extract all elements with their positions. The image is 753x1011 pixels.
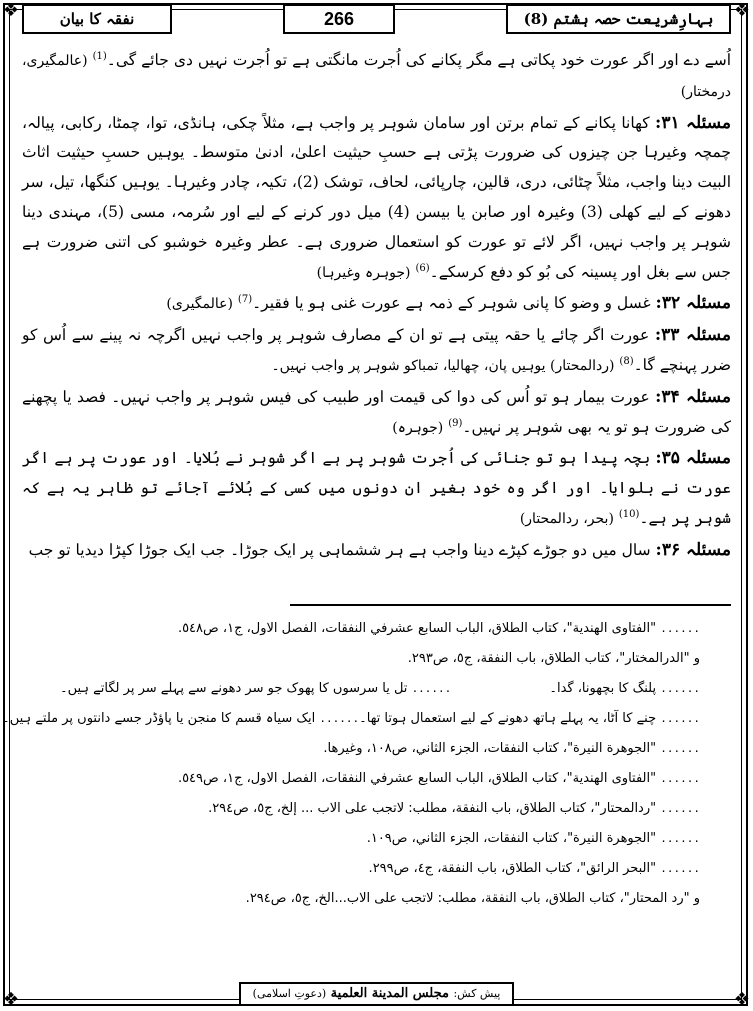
corner-ornament-icon: ❖: [2, 0, 20, 21]
footnote-marker: (6): [415, 262, 430, 274]
footnote: [359, 704, 700, 734]
footnote: [60, 794, 700, 824]
source-reference: (جوہرہ وغیرہا): [316, 264, 411, 281]
paragraph-text: بچہ پیدا ہو تو جنائی کی اُجرت شوہر پر ہے اگر شوہر نے بُلایا۔ اور عورت پر ہے اگر عورت نے بلوایا۔ اور اگر وہ خود بغیر ان دونوں میں کسی کے بُلائے آجائے تو ظاہر یہ ہے کہ شوہر پر ہے۔: [22, 449, 731, 527]
footnote-text: ایک سیاہ قسم کا منجن یا پاؤڈر جسے دانتوں پر ملتے ہیں۔: [2, 711, 316, 726]
masala-label: مسئلہ ۳۴:: [655, 386, 731, 407]
paragraph-text: اُسے دے اور اگر عورت خود پکاتی ہے مگر پکانے کی اُجرت مانگتی ہے تو اُجرت نہیں دی جائے گی۔: [106, 51, 731, 69]
footnote-pair: [2, 704, 700, 734]
footnote-dots: ......: [411, 682, 452, 695]
corner-ornament-icon: ❖: [733, 0, 751, 21]
footnote-text: "الجوهرة النيرة"، كتاب النفقات، الجزء الثاني، ص١٠٩.: [366, 831, 657, 846]
paragraph: [22, 46, 731, 108]
paragraph-text: سال میں دو جوڑے کپڑے دینا واجب ہے ہر ششماہی پر ایک جوڑا۔ جب ایک جوڑا کپڑا دیدیا تو جب: [28, 540, 651, 559]
source-reference: (ردالمحتار) یوہیں پان، چھالیا، تمباکو شوہر پر واجب نہیں۔: [271, 357, 615, 374]
masala-label: مسئلہ ۳۲:: [655, 293, 731, 314]
footnote-text: "الفتاوى الهندية"، كتاب الطلاق، الباب السابع عشرفي النفقات، الفصل الاول، ج١، ص٥٤٩.: [177, 771, 657, 786]
footnote-marker: (9): [448, 417, 463, 429]
masala-label: مسئلہ ۳۵:: [655, 448, 731, 469]
footnote: [60, 734, 700, 764]
paragraph: [22, 109, 731, 289]
footnote: [549, 674, 700, 704]
footnote-dots: ......: [660, 682, 700, 695]
footnote-text: چنے کا آٹا، یہ پہلے ہاتھ دھونے کے لیے استعمال ہوتا تھا۔: [359, 711, 657, 726]
footnote-dots: ......: [660, 832, 700, 845]
footnote-text: و "الدرالمختار"، كتاب الطلاق، باب النفقة، ج٥، ص٢٩٣.: [407, 651, 700, 666]
paragraph-text: عورت اگر چائے یا حقہ پیتی ہے تو ان کے مصارف شوہر پر واجب نہیں اگرچہ نہ پینے سے اُس کو ضرر پہنچے گا۔: [22, 326, 731, 374]
publisher-name: مجلس المدينة العلمية: [330, 986, 449, 1001]
footnote: [60, 674, 451, 704]
source-reference: (عالمگیری، درمختار): [22, 53, 731, 100]
paragraph: [22, 444, 731, 534]
masala-label: مسئلہ ۳۱:: [655, 112, 731, 133]
paragraph: [22, 536, 731, 566]
footnote-marker: (7): [237, 294, 253, 306]
footnote-divider: [290, 604, 731, 606]
footnote-text: "الفتاوى الهندية"، كتاب الطلاق، الباب السابع عشرفي النفقات، الفصل الاول، ج١، ص٥٤٨.: [177, 621, 657, 636]
footnote-marker: (8): [619, 355, 634, 367]
main-text: [22, 46, 731, 567]
paragraph: [22, 383, 731, 444]
paragraph: [22, 321, 731, 382]
source-reference: (جوہرہ): [392, 419, 444, 436]
footnote-marker: (1): [92, 50, 107, 62]
page-number: 266: [283, 4, 395, 34]
footnote-dots: ......: [660, 772, 700, 785]
page-footer: [0, 982, 753, 1004]
footnote-dots: ......: [319, 712, 360, 725]
footnote-text: و "رد المحتار"، كتاب الطلاق، باب النفقة، مطلب: لاتجب على الاب...الخ، ج٥، ص٢٩٤.: [245, 891, 700, 906]
masala-label: مسئلہ ۳۳:: [654, 325, 731, 346]
paragraph-text: عورت بیمار ہو تو اُس کی دوا کی قیمت اور طبیب کی فیس شوہر پر واجب نہیں۔ فصد یا پچھنے کی ضرورت ہو تو یہ بھی شوہر پر نہیں۔: [22, 387, 731, 436]
footnote: [60, 614, 700, 644]
book-title: بہارِشریعت حصہ ہشتم (8): [506, 4, 731, 34]
publisher-suffix: (دعوتِ اسلامی): [252, 987, 327, 1000]
publisher-box: [239, 982, 515, 1006]
masala-label: مسئلہ ۳۶:: [655, 539, 731, 560]
footnote: [60, 824, 700, 854]
footnote: [60, 644, 700, 674]
footnote-text: پلنگ کا بچھونا، گدا۔: [549, 681, 657, 696]
publisher-prefix: پیش کش:: [453, 987, 501, 1000]
footnote-dots: ......: [660, 802, 700, 815]
footnote-dots: ......: [660, 742, 700, 755]
paragraph-text: غسل و وضو کا پانی شوہر کے ذمہ ہے عورت غنی ہو یا فقیر۔: [252, 294, 651, 313]
footnote-marker: (10): [618, 508, 640, 520]
corner-ornament-icon: ❖: [733, 989, 751, 1010]
source-reference: (بحر، ردالمحتار): [519, 510, 614, 527]
paragraph: [22, 289, 731, 320]
chapter-title: نفقہ کا بیان: [22, 4, 172, 34]
footnote-dots: ......: [660, 862, 700, 875]
footnote: [2, 704, 359, 734]
footnote: [60, 764, 700, 794]
paragraph-text: کھانا پکانے کے تمام برتن اور سامان شوہر پر واجب ہے، مثلاً چکی، ہانڈی، توا، چمٹا، رکابی، پیالہ، چمچہ وغیرہا جن چیزوں کی ضرورت پڑتی ہے حسبِ حیثیت اعلیٰ، ادنیٰ متوسط۔ یوہیں حسبِ حیثیت اثاث البیت دینا واجب، مثلاً چٹائی، دری، قالین، چارپائی، لحاف، توشک (2)، تکیہ، چادر وغیرہا۔ یوہیں کنگھا، تیل، سر دھونے کے لیے کھلی (3) وغیرہ اور صابن یا بیسن (4) میل دور کرنے کے لیے اور سُرمہ، مسی (5)، مہندی دینا شوہر پر واجب نہیں، اگر لائے تو عورت کو استعمال ضروری ہے۔ عطر وغیرہ خوشبو کی اتنی ضرورت ہے جس سے بغل اور پسینہ کی بُو کو دفع کرسکے۔: [22, 113, 731, 281]
footnote-text: "البحر الرائق"، كتاب الطلاق، باب النفقة، ج٤، ص٢٩٩.: [368, 861, 657, 876]
footnote-pair: [60, 674, 700, 704]
footnote-text: "ردالمحتار"، كتاب الطلاق، باب النفقة، مطلب: لاتجب على الاب ... إلخ، ج٥، ص٢٩٤.: [208, 801, 657, 816]
footnotes: [2, 614, 700, 914]
footnote-text: "الجوهرة النيرة"، كتاب النفقات، الجزء الثاني، ص١٠٨، وغيرها.: [323, 741, 657, 756]
page-header: [22, 2, 731, 36]
footnote: [60, 884, 700, 914]
source-reference: (عالمگیری): [166, 296, 233, 313]
footnote-text: تل یا سرسوں کا پھوک جو سر دھونے سے پہلے سر پر لگاتے ہیں۔: [60, 681, 408, 696]
footnote-dots: ......: [660, 712, 700, 725]
footnote-dots: ......: [660, 622, 700, 635]
corner-ornament-icon: ❖: [2, 989, 20, 1010]
footnote: [60, 854, 700, 884]
